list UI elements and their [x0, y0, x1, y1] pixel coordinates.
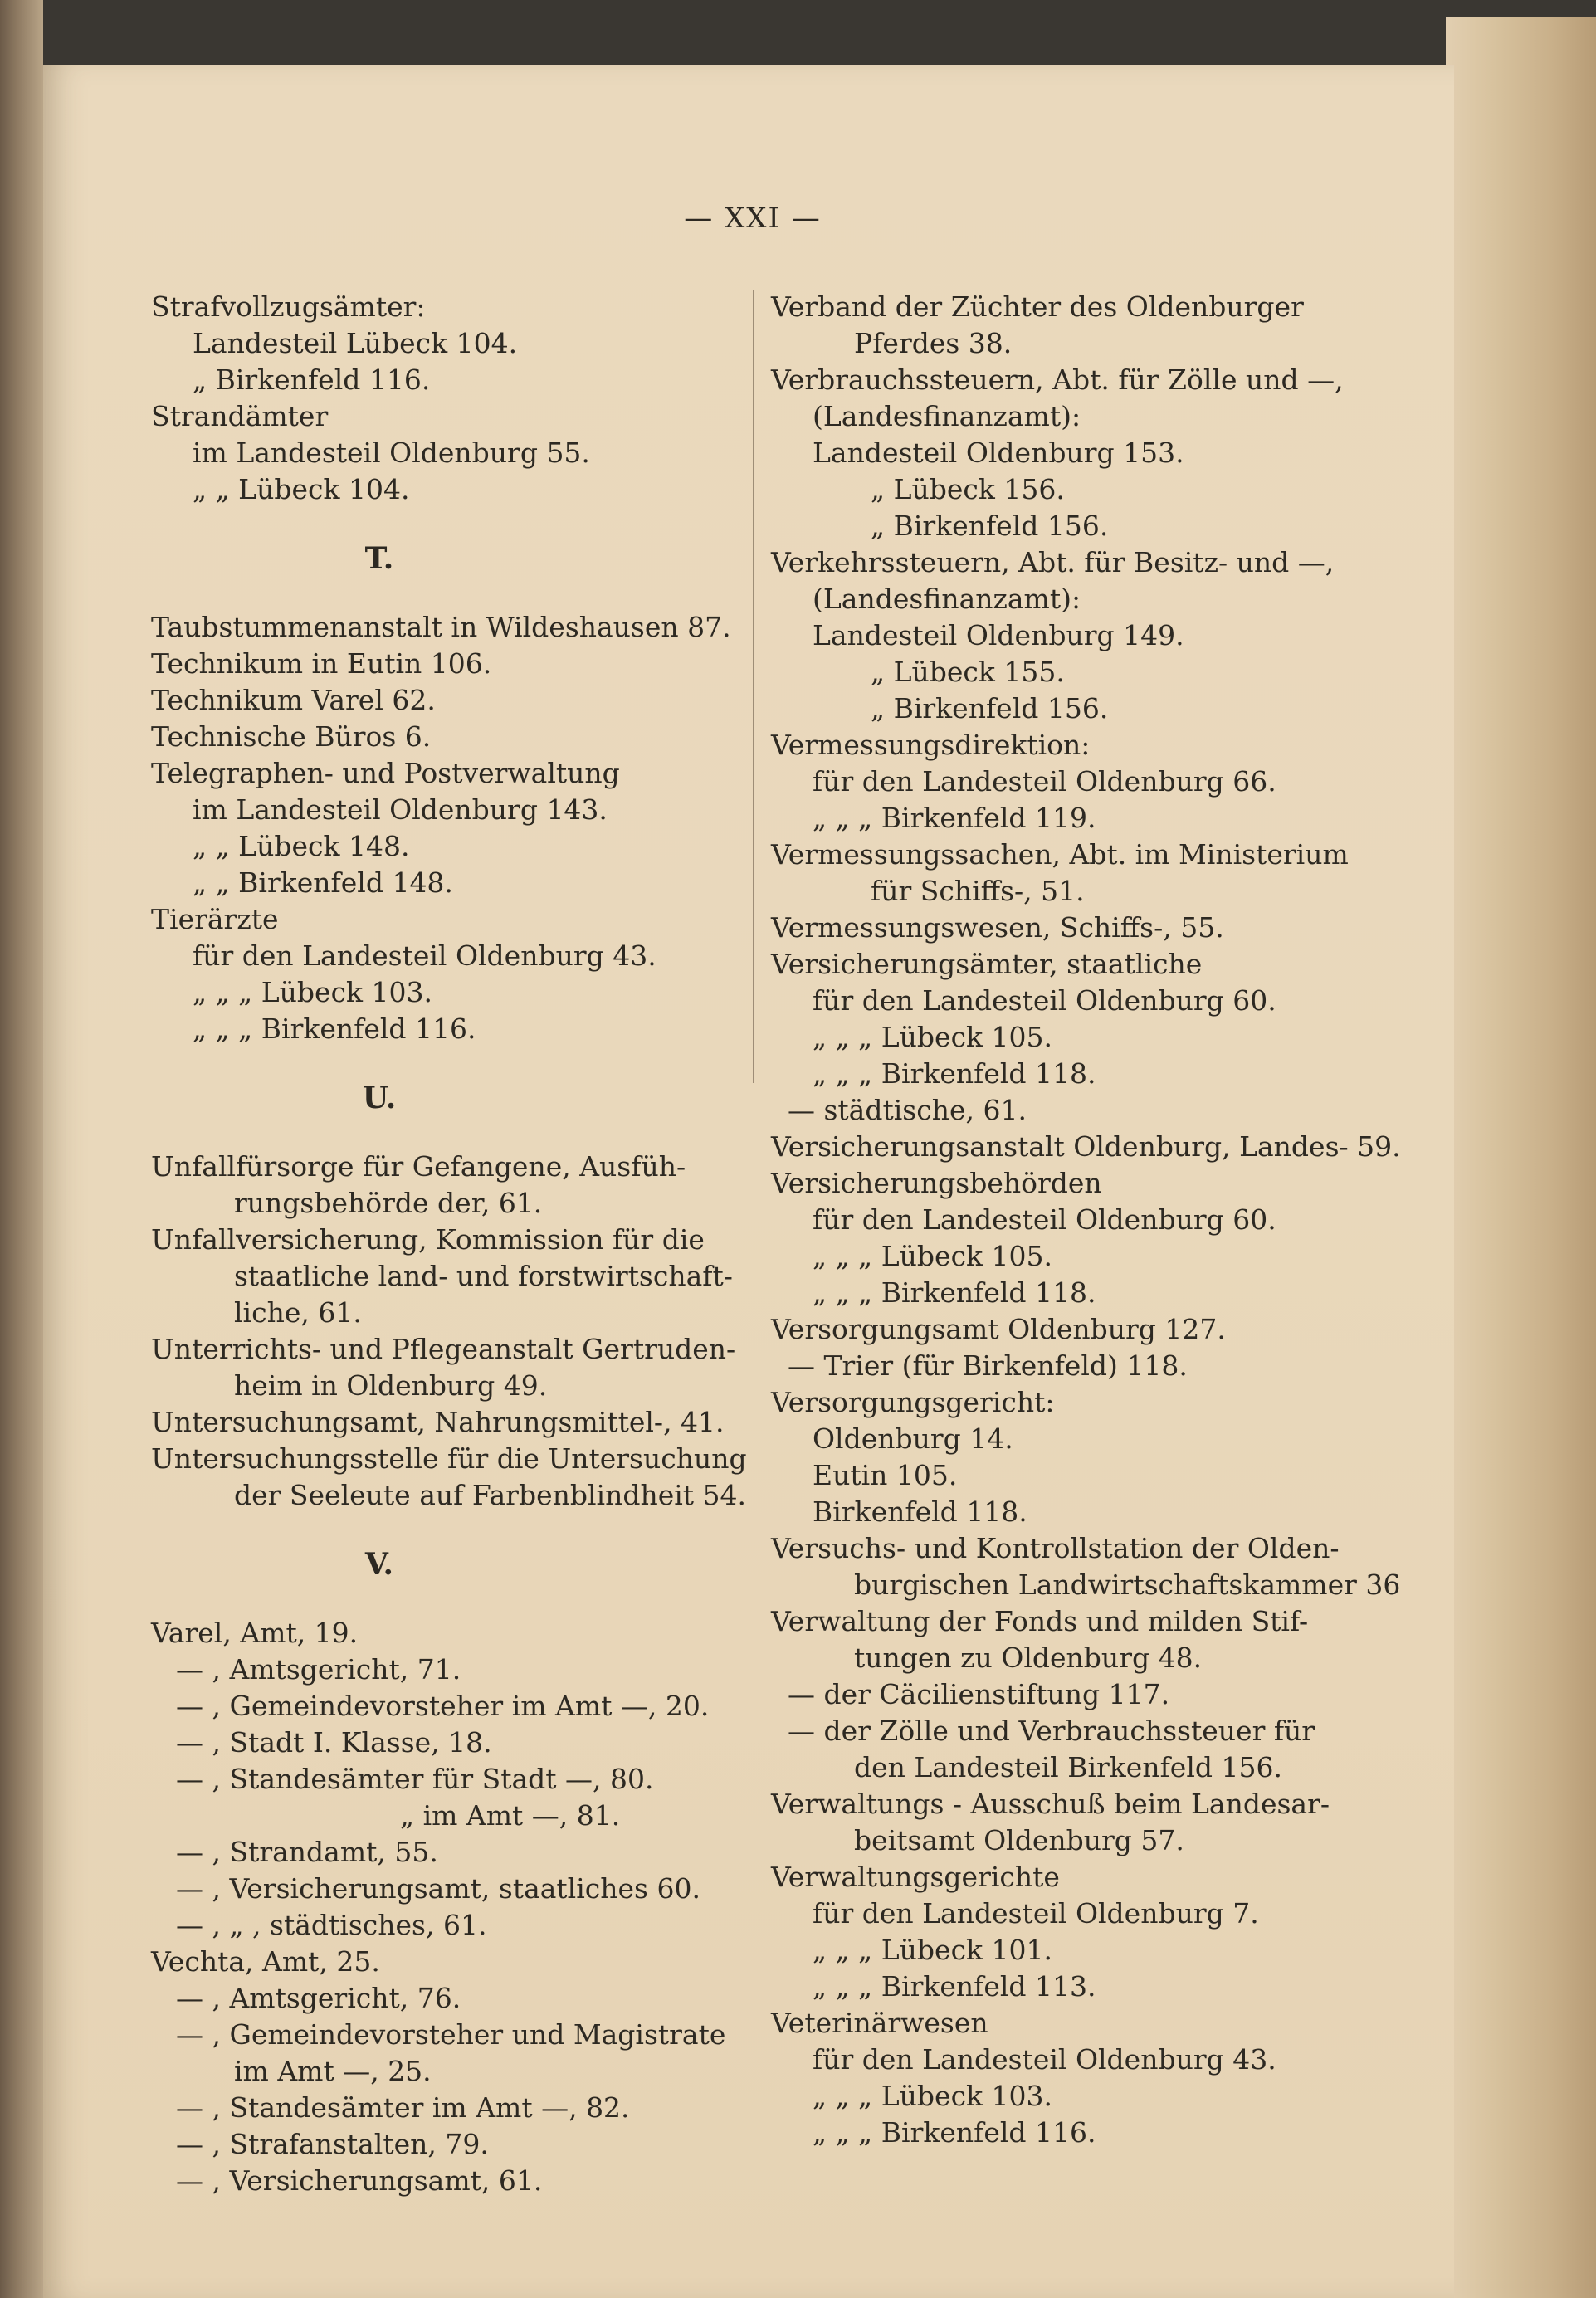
- index-entry: Technikum Varel 62.: [151, 684, 436, 716]
- index-entry: Vechta, Amt, 25.: [151, 1945, 380, 1978]
- index-entry: (Landesfinanzamt):: [813, 400, 1081, 432]
- index-entry: Versicherungsbehörden: [771, 1167, 1102, 1199]
- book-binding: [0, 0, 43, 2298]
- index-entry: „ „ Lübeck 148.: [193, 830, 410, 862]
- index-entry: — der Cäcilienstiftung 117.: [788, 1678, 1170, 1710]
- index-entry: — , Strandamt, 55.: [176, 1836, 438, 1868]
- index-entry: für den Landesteil Oldenburg 60.: [813, 984, 1276, 1017]
- index-entry: „ im Amt —, 81.: [400, 1799, 621, 1832]
- index-entry: für den Landesteil Oldenburg 43.: [813, 2043, 1276, 2076]
- index-entry: rungsbehörde der, 61.: [234, 1187, 543, 1219]
- section-heading: V.: [364, 1547, 394, 1582]
- index-entry: „ „ Birkenfeld 148.: [193, 866, 453, 899]
- index-entry: — , Versicherungsamt, staatliches 60.: [176, 1872, 700, 1905]
- index-entry: Eutin 105.: [813, 1459, 958, 1491]
- index-entry: Telegraphen- und Postverwaltung: [151, 757, 620, 789]
- index-entry: Technikum in Eutin 106.: [151, 647, 492, 680]
- index-entry: Untersuchungsamt, Nahrungsmittel-, 41.: [151, 1406, 725, 1438]
- index-entry: Versicherungsämter, staatliche: [771, 948, 1203, 980]
- index-entry: für Schiffs-, 51.: [871, 875, 1085, 907]
- index-entry: Verbrauchssteuern, Abt. für Zölle und —,: [771, 363, 1344, 396]
- index-entry: für den Landesteil Oldenburg 7.: [813, 1897, 1259, 1930]
- index-entry: „ „ „ Birkenfeld 116.: [193, 1012, 476, 1045]
- left-column: [151, 289, 747, 2199]
- index-entry: „ Birkenfeld 156.: [871, 510, 1109, 542]
- index-entry: Unfallversicherung, Kommission für die: [151, 1223, 705, 1256]
- index-entry: Verwaltungs - Ausschuß beim Landesar-: [771, 1788, 1330, 1820]
- index-entry: der Seeleute auf Farbenblindheit 54.: [234, 1479, 747, 1511]
- index-entry: Varel, Amt, 19.: [151, 1617, 359, 1649]
- index-entry: „ Birkenfeld 156.: [871, 692, 1109, 725]
- index-entry: — städtische, 61.: [788, 1094, 1027, 1126]
- index-entry: „ Birkenfeld 116.: [193, 363, 431, 396]
- index-entry: Landesteil Oldenburg 149.: [813, 619, 1184, 651]
- index-entry: burgischen Landwirtschaftskammer 36: [854, 1569, 1401, 1601]
- section-heading: T.: [364, 541, 394, 576]
- index-entry: Tierärzte: [151, 903, 279, 935]
- index-entry: Vermessungsdirektion:: [771, 729, 1091, 761]
- index-entry: „ Lübeck 155.: [871, 656, 1065, 688]
- index-entry: Versorgungsgericht:: [771, 1386, 1055, 1418]
- index-entry: für den Landesteil Oldenburg 60.: [813, 1203, 1276, 1236]
- index-entry: „ „ „ Lübeck 105.: [813, 1240, 1053, 1272]
- index-entry: Strandämter: [151, 400, 329, 432]
- index-entry: „ „ „ Lübeck 103.: [193, 976, 433, 1008]
- index-entry: beitsamt Oldenburg 57.: [854, 1824, 1184, 1856]
- index-entry: „ „ „ Birkenfeld 118.: [813, 1057, 1096, 1090]
- index-entry: Untersuchungsstelle für die Untersuchung: [151, 1442, 747, 1475]
- index-entry: Landesteil Oldenburg 153.: [813, 437, 1184, 469]
- index-entry: — Trier (für Birkenfeld) 118.: [788, 1349, 1188, 1382]
- index-entry: „ „ „ Lübeck 105.: [813, 1021, 1053, 1053]
- index-entry: Strafvollzugsämter:: [151, 290, 426, 323]
- index-entry: „ „ „ Birkenfeld 116.: [813, 2116, 1096, 2149]
- index-entry: Versorgungsamt Oldenburg 127.: [771, 1313, 1226, 1345]
- index-entry: Versuchs- und Kontrollstation der Olden-: [771, 1532, 1340, 1564]
- index-entry: „ „ „ Birkenfeld 113.: [813, 1970, 1096, 2003]
- index-page: [43, 65, 1454, 2298]
- index-entry: Verkehrssteuern, Abt. für Besitz- und —,: [771, 546, 1335, 578]
- index-entry: Veterinärwesen: [771, 2007, 988, 2039]
- index-entry: Pferdes 38.: [854, 327, 1013, 359]
- index-entry: Verwaltung der Fonds und milden Stif-: [771, 1605, 1309, 1637]
- index-entry: (Landesfinanzamt):: [813, 583, 1081, 615]
- index-entry: — , Amtsgericht, 76.: [176, 1982, 461, 2014]
- index-entry: — , Gemeindevorsteher und Magistrate: [176, 2018, 726, 2051]
- index-entry: — , Stadt I. Klasse, 18.: [176, 1726, 492, 1759]
- index-entry: „ „ „ Birkenfeld 118.: [813, 1276, 1096, 1309]
- index-entry: Oldenburg 14.: [813, 1422, 1013, 1455]
- index-entry: Taubstummenanstalt in Wildeshausen 87.: [151, 611, 731, 643]
- section-heading: U.: [362, 1081, 397, 1115]
- index-entry: — , Strafanstalten, 79.: [176, 2128, 489, 2160]
- page-number: — XXI —: [684, 202, 822, 235]
- index-entry: — , Standesämter für Stadt —, 80.: [176, 1763, 654, 1795]
- index-entry: Verband der Züchter des Oldenburger: [771, 290, 1304, 323]
- index-entry: im Amt —, 25.: [234, 2055, 432, 2087]
- column-divider: [753, 290, 754, 1083]
- page-edge: [1446, 17, 1596, 2298]
- index-entry: staatliche land- und forstwirtschaft-: [234, 1260, 733, 1292]
- index-entry: Versicherungsanstalt Oldenburg, Landes- 59.: [771, 1130, 1401, 1163]
- index-entry: „ „ „ Lübeck 103.: [813, 2080, 1053, 2112]
- index-entry: Verwaltungsgerichte: [771, 1861, 1060, 1893]
- index-entry: den Landesteil Birkenfeld 156.: [854, 1751, 1282, 1783]
- index-entry: Landesteil Lübeck 104.: [193, 327, 518, 359]
- index-entry: für den Landesteil Oldenburg 43.: [193, 939, 656, 972]
- index-entry: Birkenfeld 118.: [813, 1495, 1027, 1528]
- index-entry: — der Zölle und Verbrauchssteuer für: [788, 1715, 1315, 1747]
- index-entry: heim in Oldenburg 49.: [234, 1369, 548, 1402]
- index-entry: für den Landesteil Oldenburg 66.: [813, 765, 1276, 798]
- index-entry: im Landesteil Oldenburg 55.: [193, 437, 590, 469]
- index-entry: — , Gemeindevorsteher im Amt —, 20.: [176, 1690, 710, 1722]
- index-entry: liche, 61.: [234, 1296, 362, 1329]
- index-entry: Technische Büros 6.: [151, 720, 432, 753]
- index-entry: „ Lübeck 156.: [871, 473, 1065, 505]
- index-entry: Vermessungswesen, Schiffs-, 55.: [771, 911, 1224, 944]
- index-entry: — , „ , städtisches, 61.: [176, 1909, 487, 1941]
- index-entry: Vermessungssachen, Abt. im Ministerium: [771, 838, 1349, 871]
- index-entry: — , Standesämter im Amt —, 82.: [176, 2091, 630, 2124]
- index-entry: Unfallfürsorge für Gefangene, Ausfüh-: [151, 1150, 686, 1183]
- right-column: [771, 289, 1401, 2151]
- index-entry: — , Amtsgericht, 71.: [176, 1653, 461, 1686]
- index-entry: „ „ „ Birkenfeld 119.: [813, 802, 1096, 834]
- index-entry: Unterrichts- und Pflegeanstalt Gertruden-: [151, 1333, 736, 1365]
- index-entry: „ „ Lübeck 104.: [193, 473, 410, 505]
- index-entry: — , Versicherungsamt, 61.: [176, 2164, 543, 2197]
- index-entry: tungen zu Oldenburg 48.: [854, 1642, 1203, 1674]
- index-entry: im Landesteil Oldenburg 143.: [193, 793, 608, 826]
- index-entry: „ „ „ Lübeck 101.: [813, 1934, 1053, 1966]
